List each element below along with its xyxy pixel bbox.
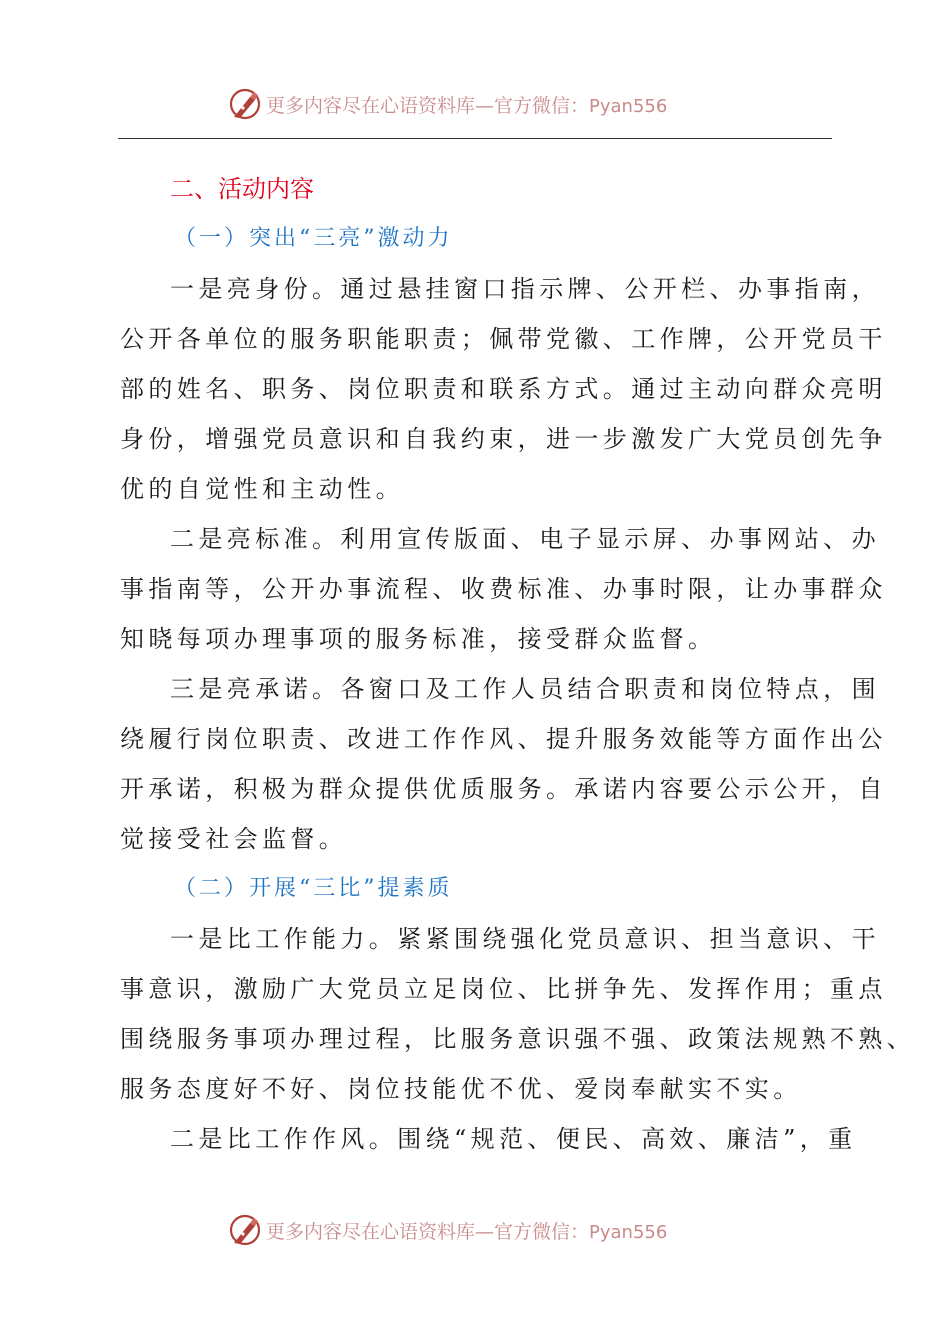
paragraph-line: 觉接受社会监督。 <box>120 825 348 853</box>
paragraph-line: 二是亮标准。利用宣传版面、电子显示屏、办事网站、办 <box>170 525 880 553</box>
paragraph-line: 事意识，激励广大党员立足岗位、比拼争先、发挥作用；重点 <box>120 975 887 1003</box>
paragraph-line: 部的姓名、职务、岗位职责和联系方式。通过主动向群众亮明 <box>120 375 887 403</box>
paragraph-line: 优的自觉性和主动性。 <box>120 475 404 503</box>
paragraph-line: 服务态度好不好、岗位技能优不优、爱岗奉献实不实。 <box>120 1075 802 1103</box>
banner-text: 更多内容尽在心语资料库—官方微信： <box>266 94 590 117</box>
section-heading: 二、活动内容 <box>170 175 314 203</box>
pen-nib-seal-icon <box>228 87 262 121</box>
paragraph-line: 三是亮承诺。各窗口及工作人员结合职责和岗位特点，围 <box>170 675 880 703</box>
paragraph-line: 事指南等，公开办事流程、收费标准、办事时限，让办事群众 <box>120 575 887 603</box>
paragraph-line: 开承诺，积极为群众提供优质服务。承诺内容要公示公开，自 <box>120 775 887 803</box>
footer-watermark-banner <box>0 1210 950 1250</box>
document-body <box>120 164 916 1164</box>
paragraph-line: 公开各单位的服务职能职责；佩带党徽、工作牌，公开党员干 <box>120 325 887 353</box>
pen-nib-seal-icon <box>228 1213 262 1247</box>
header-watermark-banner <box>0 84 950 124</box>
banner-wechat-id: Pyan556 <box>589 95 668 117</box>
subsection-heading: （一）突出“三亮”激动力 <box>174 226 453 251</box>
paragraph-line: 围绕服务事项办理过程，比服务意识强不强、政策法规熟不熟、 <box>120 1025 916 1053</box>
paragraph-line: 绕履行岗位职责、改进工作作风、提升服务效能等方面作出公 <box>120 725 887 753</box>
paragraph-line: 知晓每项办理事项的服务标准，接受群众监督。 <box>120 625 717 653</box>
header-divider <box>118 138 832 139</box>
paragraph-line: 一是亮身份。通过悬挂窗口指示牌、公开栏、办事指南， <box>170 275 880 303</box>
paragraph-line: 二是比工作作风。围绕“规范、便民、高效、廉洁”，重 <box>170 1125 857 1153</box>
subsection-heading: （二）开展“三比”提素质 <box>174 876 453 901</box>
paragraph-line: 身份，增强党员意识和自我约束，进一步激发广大党员创先争 <box>120 425 887 453</box>
paragraph-line: 一是比工作能力。紧紧围绕强化党员意识、担当意识、干 <box>170 925 880 953</box>
banner-text: 更多内容尽在心语资料库—官方微信： <box>266 1220 590 1243</box>
banner-wechat-id: Pyan556 <box>589 1221 668 1243</box>
